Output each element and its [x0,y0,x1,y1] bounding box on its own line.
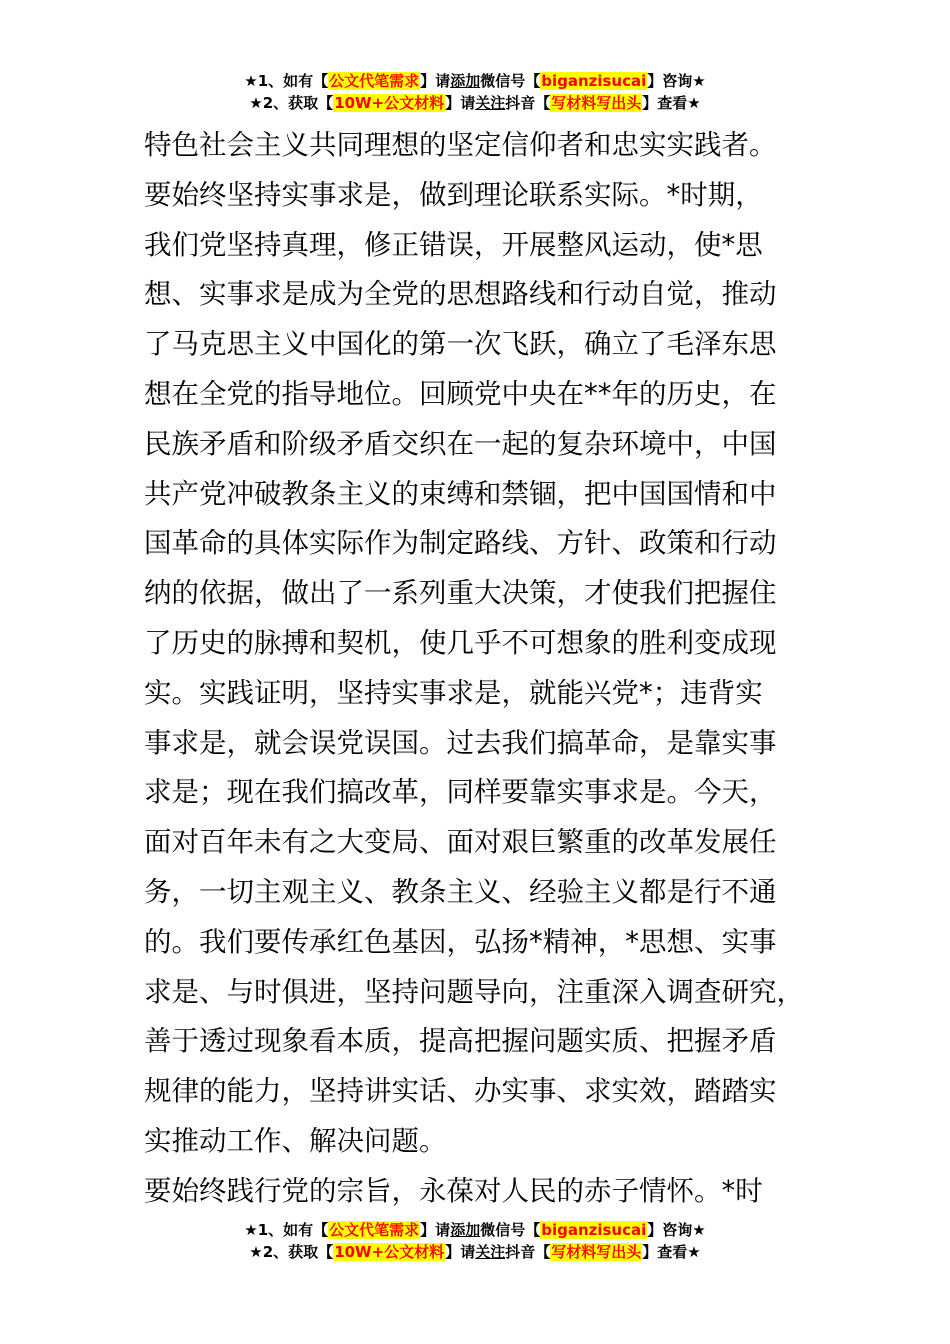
body-line: 民族矛盾和阶级矛盾交织在一起的复杂环境中，中国 [144,427,777,460]
banner-text: 】请 [445,1243,476,1261]
body-line: 要始终坚持实事求是，做到理论联系实际。*时期， [144,178,763,211]
body-line: 事求是，就会误党误国。过去我们搞革命，是靠实事 [144,726,777,759]
header-banner-line-2 [0,92,950,114]
body-line: 国革命的具体实际作为制定路线、方针、政策和行动 [144,527,777,560]
body-line: 规律的能力，坚持讲实话、办实事、求实效，踏踏实 [144,1075,777,1108]
body-line: 实推动工作、解决问题。 [144,1124,447,1157]
body-line: 想在全党的指导地位。回顾党中央在**年的历史，在 [144,377,777,410]
banner-highlight: 公文代笔需求 [329,72,420,90]
banner-wechat-id: biganzisucai [541,72,647,90]
body-line: 实。实践证明，坚持实事求是，就能兴党*；违背实 [144,676,763,709]
banner-underlined-text: 关注 [475,1243,506,1261]
footer-banner [0,1219,950,1263]
banner-text: 抖音【 [505,94,551,112]
banner-underlined-text: 添加 [450,1221,481,1239]
banner-prefix: ★1、如有【 [244,1221,329,1239]
footer-banner-line-1 [0,1219,950,1241]
banner-douyin-account: 写材料写出头 [551,1243,642,1261]
body-line: 要始终践行党的宗旨，永葆对人民的赤子情怀。*时 [144,1174,763,1207]
banner-highlight: 10W+公文材料 [334,1243,445,1261]
banner-suffix: 】咨询★ [647,1221,706,1239]
banner-highlight: 10W+公文材料 [334,94,445,112]
banner-prefix: ★2、获取【 [249,94,334,112]
banner-text: 】请 [420,72,451,90]
footer-banner-line-2 [0,1241,950,1263]
banner-wechat-id: biganzisucai [541,1221,647,1239]
banner-suffix: 】查看★ [642,94,701,112]
banner-text: 微信号【 [480,72,541,90]
body-line: 求是；现在我们搞改革，同样要靠实事求是。今天， [144,776,777,809]
body-line: 了历史的脉搏和契机，使几乎不可想象的胜利变成现 [144,626,777,659]
banner-prefix: ★2、获取【 [249,1243,334,1261]
body-line: 了马克思主义中国化的第一次飞跃，确立了毛泽东思 [144,328,777,361]
banner-prefix: ★1、如有【 [244,72,329,90]
banner-text: 微信号【 [480,1221,541,1239]
body-line: 我们党坚持真理，修正错误，开展整风运动，使*思 [144,228,763,261]
body-line: 共产党冲破教条主义的束缚和禁锢，把中国国情和中 [144,477,777,510]
banner-text: 】请 [445,94,476,112]
body-line: 求是、与时俱进，坚持问题导向，注重深入调查研究， [144,975,804,1008]
banner-text: 】请 [420,1221,451,1239]
banner-underlined-text: 关注 [475,94,506,112]
document-body [144,121,844,1217]
header-banner [0,70,950,114]
banner-text: 抖音【 [505,1243,551,1261]
body-line: 务，一切主观主义、教条主义、经验主义都是行不通 [144,875,777,908]
body-line: 善于透过现象看本质，提高把握问题实质、把握矛盾 [144,1025,777,1058]
body-line: 特色社会主义共同理想的坚定信仰者和忠实实践者。 [144,129,777,161]
banner-douyin-account: 写材料写出头 [551,94,642,112]
banner-suffix: 】查看★ [642,1243,701,1261]
banner-highlight: 公文代笔需求 [329,1221,420,1239]
body-line: 的。我们要传承红色基因，弘扬*精神，*思想、实事 [144,925,777,958]
body-line: 纳的依据，做出了一系列重大决策，才使我们把握住 [144,577,777,610]
banner-underlined-text: 添加 [450,72,481,90]
banner-suffix: 】咨询★ [647,72,706,90]
header-banner-line-1 [0,70,950,92]
body-line: 面对百年未有之大变局、面对艰巨繁重的改革发展任 [144,826,777,859]
body-line: 想、实事求是成为全党的思想路线和行动自觉，推动 [144,278,777,311]
